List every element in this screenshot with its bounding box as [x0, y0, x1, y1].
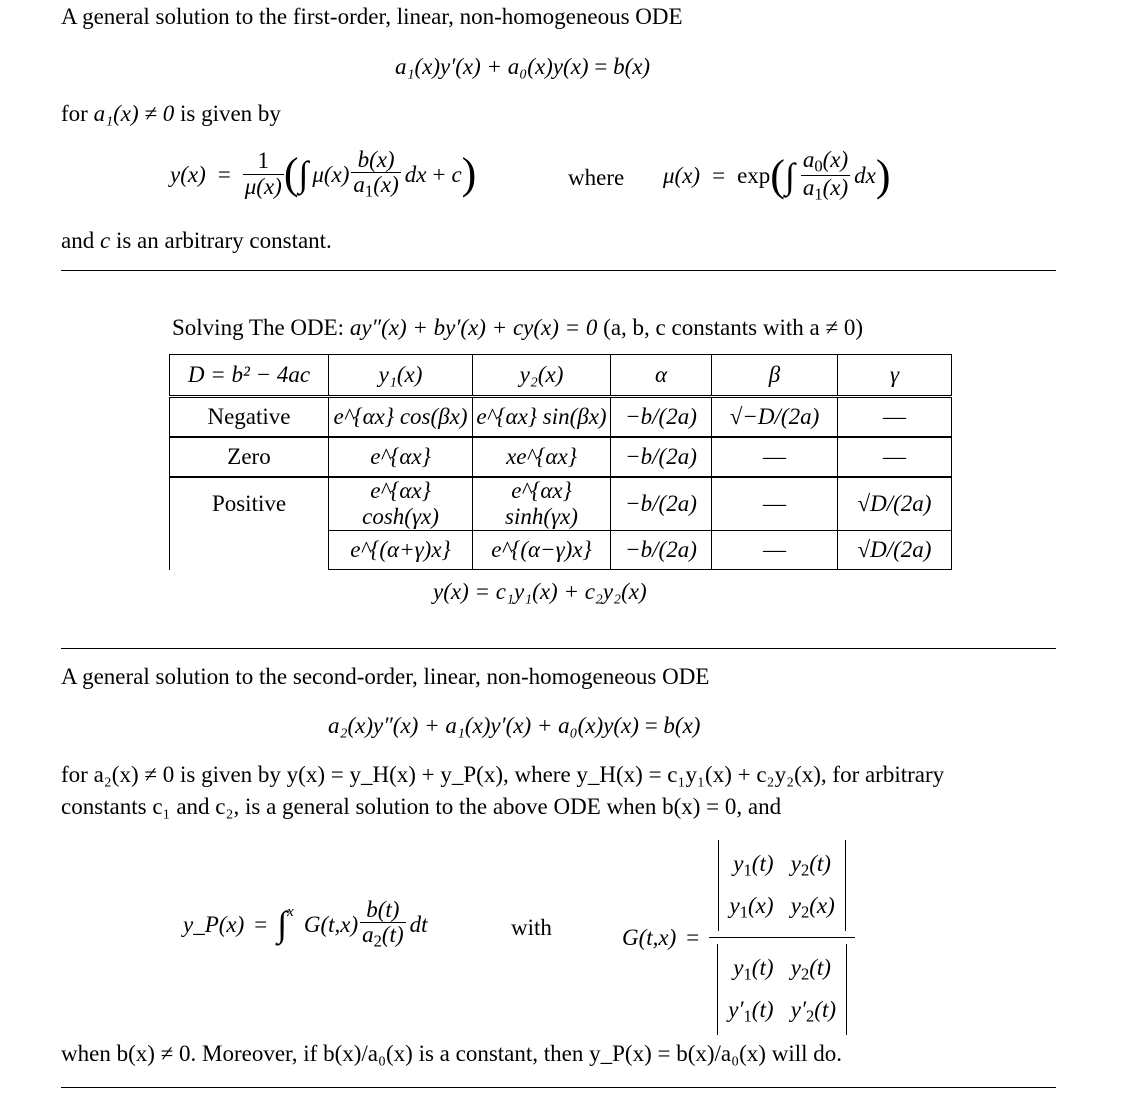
numerator-determinant: $y_1(t)$ $y_2(t)$ $y_1(x)$ $y_2(x)$: [718, 840, 845, 931]
first-order-condition: for a₁(x) ≠ 0 is given by: [61, 101, 281, 126]
header-gamma: γ: [838, 355, 952, 397]
second-order-text-line1: for a₂(x) ≠ 0 is given by y(x) = y_H(x) + y_P(x), where y_H(x) = c₁y₁(x) + c₂y₂(x), for arbitrary: [61, 762, 945, 787]
table-cell: —: [712, 531, 838, 570]
b-over-a1-fraction: $\frac{b(x)}{a_1(x)}$: [353, 147, 399, 201]
table-cell: −b/(2a): [611, 531, 712, 570]
first-order-intro: A general solution to the first-order, linear, non-homogeneous ODE: [61, 4, 683, 29]
table-header-row: [170, 355, 952, 397]
table-caption: Solving The ODE: ay″(x) + by′(x) + cy(x) = 0 (a, b, c constants with a ≠ 0): [172, 315, 863, 340]
case-label: [170, 531, 329, 570]
header-y1: y₁(x): [329, 355, 473, 397]
table-cell: −b/(2a): [611, 437, 712, 477]
wronskian-determinant: $y_1(t)$ $y_2(t)$ $y'_1(t)$ $y'_2(t)$: [717, 944, 847, 1035]
table-cell: √D/(2a): [838, 477, 952, 531]
table-cell: √−D/(2a): [712, 397, 838, 438]
solution-table: [169, 354, 952, 570]
second-order-ode: a₂(x)y″(x) + a₁(x)y′(x) + a₀(x)y(x) = b(x): [328, 713, 701, 738]
header-y2: y₂(x): [473, 355, 611, 397]
greens-function-formula: G(t,x) = $y_1(t)$ $y_2(t)$ $y_1(x)$ $y_2(x)$ $y_1(t)$ $y_2(t)$ $y'_1(t)$ $y'_2(t)$: [622, 840, 855, 1035]
section-divider: [61, 1087, 1056, 1088]
b-over-a2-fraction: $\frac{b(t)}{a_2(t)}$: [362, 897, 404, 951]
ode-rhs: b(x): [613, 54, 651, 79]
table-cell: e^{αx} sin(βx): [473, 397, 611, 438]
table-row: [170, 437, 952, 477]
inverse-mu-fraction: $\frac{1}{\mu(x)}$: [244, 148, 282, 199]
second-order-intro: A general solution to the second-order, linear, non-homogeneous ODE: [61, 664, 710, 689]
ode-lhs: a₁(x)y′(x) + a₀(x)y(x): [395, 54, 589, 79]
table-cell: xe^{αx}: [473, 437, 611, 477]
first-order-solution: y(x) = $\frac{1}{\mu(x)}$ ( ∫ μ(x) $\frac{b(x)}{a_1(x)}$ dx + c ): [170, 147, 477, 201]
with-word: with: [511, 915, 552, 940]
table-cell: e^{(α−γ)x}: [473, 531, 611, 570]
table-cell: e^{αx}: [329, 437, 473, 477]
table-cell: —: [712, 437, 838, 477]
determinant-ratio: [709, 840, 855, 1035]
header-alpha: α: [611, 355, 712, 397]
particular-solution-formula: y_P(x) = ∫ x G(t,x) $\frac{b(t)}{a_2(t)}$ dt: [183, 897, 428, 951]
table-cell: e^{αx} sinh(γx): [473, 477, 611, 531]
table-cell: −b/(2a): [611, 477, 712, 531]
first-order-ode: a₁(x)y′(x) + a₀(x)y(x) = b(x): [395, 54, 651, 79]
table-row: [170, 477, 952, 531]
section-divider: [61, 270, 1056, 271]
arbitrary-constant-note: and c is an arbitrary constant.: [61, 228, 332, 253]
section-divider: [61, 648, 1056, 649]
header-beta: β: [712, 355, 838, 397]
table-cell: —: [712, 477, 838, 531]
where-word: where: [568, 165, 625, 190]
header-discriminant: D = b² − 4ac: [170, 355, 329, 397]
mu-definition: μ(x) = exp ( ∫ $\frac{a_0(x)}{a_1(x)}$ dx ): [663, 147, 891, 204]
second-order-text-line2: constants c₁ and c₂, is a general solution to the above ODE when b(x) = 0, and: [61, 794, 782, 819]
table-cell: e^{(α+γ)x}: [329, 531, 473, 570]
solution-lhs: y(x): [170, 161, 206, 187]
table-cell: −b/(2a): [611, 397, 712, 438]
table-cell: —: [838, 397, 952, 438]
a0-over-a1-fraction: $\frac{a_0(x)}{a_1(x)}$: [802, 147, 849, 204]
table-cell: e^{αx} cosh(γx): [329, 477, 473, 531]
case-label: Negative: [170, 397, 329, 438]
second-order-closing: when b(x) ≠ 0. Moreover, if b(x)/a₀(x) is a constant, then y_P(x) = b(x)/a₀(x) will do.: [61, 1041, 842, 1066]
case-label: Positive: [170, 477, 329, 531]
table-cell: e^{αx} cos(βx): [329, 397, 473, 438]
table-row: [170, 397, 952, 438]
table-cell: √D/(2a): [838, 531, 952, 570]
table-row: [170, 531, 952, 570]
homogeneous-general-solution: y(x) = c₁y₁(x) + c₂y₂(x): [433, 579, 647, 604]
table-cell: —: [838, 437, 952, 477]
case-label: Zero: [170, 437, 329, 477]
